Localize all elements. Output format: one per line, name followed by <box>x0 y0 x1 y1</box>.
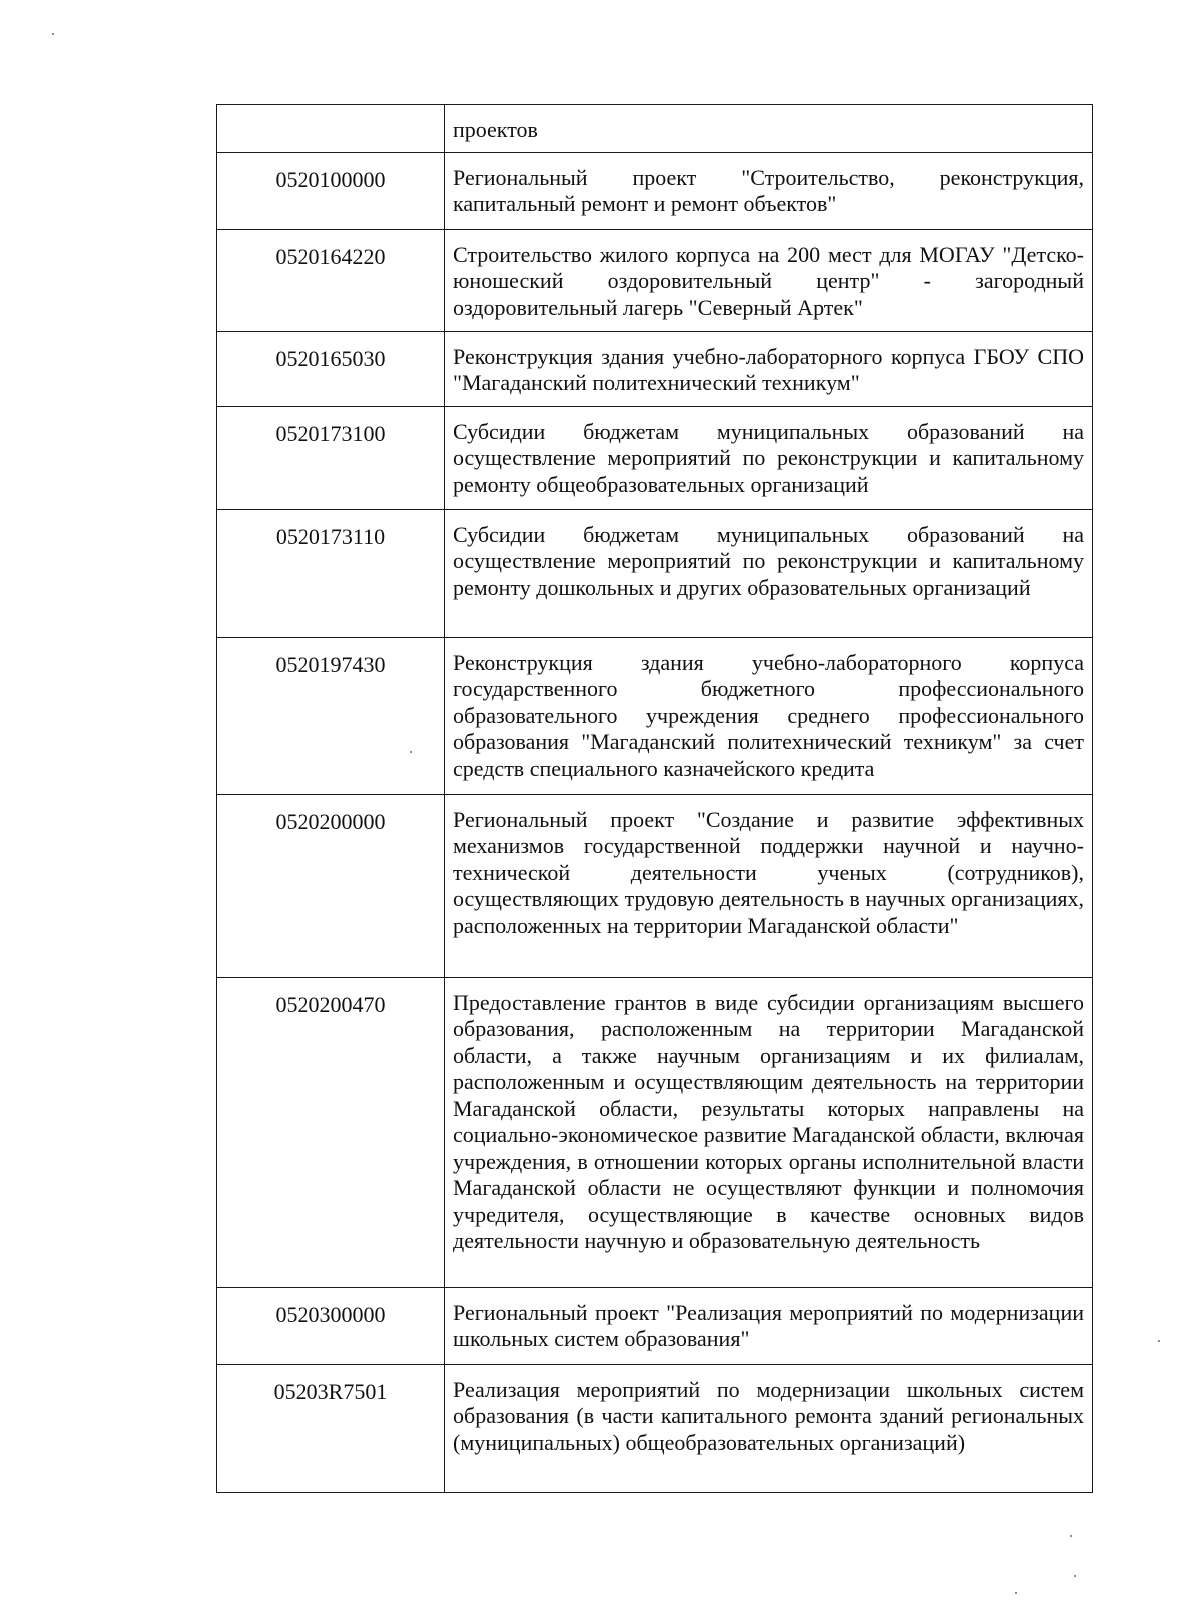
code-cell: 0520164220 <box>217 229 445 331</box>
table-row <box>217 406 1093 509</box>
description-cell: Строительство жилого корпуса на 200 мест для МОГАУ "Детско-юношеский оздоровительный центр" - загородный оздоровительный лагерь "Северный Артек" <box>445 229 1093 331</box>
code-cell: 0520165030 <box>217 331 445 406</box>
table-row <box>217 509 1093 637</box>
code-cell: 05203R7501 <box>217 1364 445 1492</box>
table-row <box>217 1364 1093 1492</box>
description-cell: Предоставление грантов в виде субсидии организациям высшего образования, расположенным на территории Магаданской области, а также научным организациям и их филиалам, расположенным и осуществляющим деятельность на территории Магаданской области, результаты которых направлены на социально-экономическое развитие Магаданской области, включая учреждения, в отношении которых органы исполнительной власти Магаданской области не осуществляют функции и полномочия учредителя, осуществляющие в качестве основных видов деятельности научную и образовательную деятельность <box>445 977 1093 1287</box>
table-row <box>217 637 1093 794</box>
code-cell: 0520200470 <box>217 977 445 1287</box>
table-row <box>217 1287 1093 1364</box>
code-cell: 0520173100 <box>217 406 445 509</box>
description-cell: Реконструкция здания учебно-лабораторного корпуса государственного бюджетного профессионального образовательного учреждения среднего профессионального образования "Магаданский политехнический техникум" за счет средств специального казначейского кредита <box>445 637 1093 794</box>
code-cell: 0520173110 <box>217 509 445 637</box>
budget-code-table <box>216 104 1093 1493</box>
description-cell: Реализация мероприятий по модернизации школьных систем образования (в части капитального ремонта зданий региональных (муниципальных) общеобразовательных организаций) <box>445 1364 1093 1492</box>
code-cell <box>217 105 445 153</box>
scan-speck <box>1158 1340 1160 1342</box>
scan-speck <box>1070 1535 1072 1537</box>
code-cell: 0520100000 <box>217 152 445 229</box>
code-cell: 0520200000 <box>217 794 445 977</box>
table-row <box>217 977 1093 1287</box>
description-cell: Реконструкция здания учебно-лабораторного корпуса ГБОУ СПО "Магаданский политехнический техникум" <box>445 331 1093 406</box>
description-cell: Региональный проект "Строительство, реконструкция, капитальный ремонт и ремонт объектов" <box>445 152 1093 229</box>
table-row <box>217 794 1093 977</box>
scan-speck <box>1074 1575 1076 1577</box>
code-cell: 0520300000 <box>217 1287 445 1364</box>
description-cell: проектов <box>445 105 1093 153</box>
scan-speck <box>1015 1592 1017 1594</box>
description-cell: Региональный проект "Создание и развитие эффективных механизмов государственной поддержки научной и научно-технической деятельности ученых (сотрудников), осуществляющих трудовую деятельность в научных организациях, расположенных на территории Магаданской области" <box>445 794 1093 977</box>
table-row <box>217 229 1093 331</box>
table-row <box>217 105 1093 153</box>
scan-speck <box>52 33 54 35</box>
description-cell: Субсидии бюджетам муниципальных образований на осуществление мероприятий по реконструкции и капитальному ремонту дошкольных и других образовательных организаций <box>445 509 1093 637</box>
table-row <box>217 152 1093 229</box>
table-row <box>217 331 1093 406</box>
description-cell: Субсидии бюджетам муниципальных образований на осуществление мероприятий по реконструкции и капитальному ремонту общеобразовательных организаций <box>445 406 1093 509</box>
description-cell: Региональный проект "Реализация мероприятий по модернизации школьных систем образования" <box>445 1287 1093 1364</box>
scan-speck <box>410 751 412 753</box>
code-cell: 0520197430 <box>217 637 445 794</box>
